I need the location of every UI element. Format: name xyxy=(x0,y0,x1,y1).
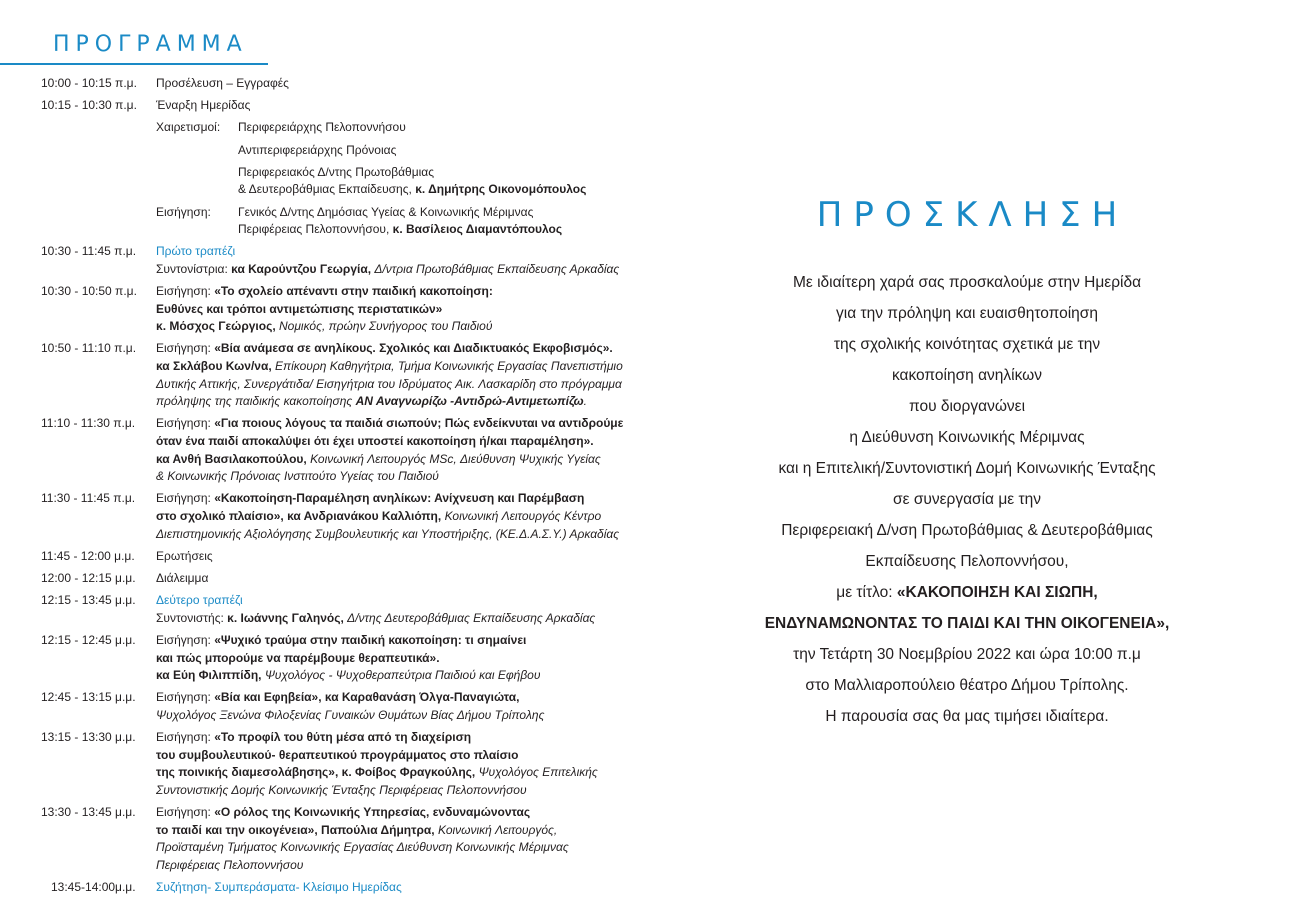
speaker-role: Νομικός, πρώην Συνήγορος του Παιδιού xyxy=(279,319,493,334)
event-title: ΕΝΔΥΝΑΜΩΝΟΝΤΑΣ ΤΟ ΠΑΙΔΙ ΚΑΙ ΤΗΝ ΟΙΚΟΓΕΝΕΙΑ», xyxy=(764,615,1170,632)
schedule-row xyxy=(41,75,641,93)
talk-title: «Ο ρόλος της Κοινωνικής Υπηρεσίας, ενδυναμώνοντας xyxy=(214,805,531,820)
speech-label: Εισήγηση: xyxy=(156,341,211,356)
event-title: «ΚΑΚΟΠΟΙΗΣΗ ΚΑΙ ΣΙΩΠΗ, xyxy=(896,584,1098,601)
speaker-role: Διεπιστημονικής Αξιολόγησης Συμβουλευτικής και Υποστήριξης, (ΚΕ.Δ.Α.Σ.Υ.) Αρκαδίας xyxy=(156,526,620,541)
speaker-role: Ψυχολόγος Επιτελικής xyxy=(478,765,598,780)
row-time: 13:45-14:00μ.μ. xyxy=(51,880,136,895)
invitation-line: Περιφερειακή Δ/νση Πρωτοβάθμιας & Δευτεροβάθμιας xyxy=(781,522,1153,539)
row-time: 10:15 - 10:30 π.μ. xyxy=(41,98,137,113)
row-text: Ερωτήσεις xyxy=(156,548,213,563)
moderator-name: κα Καρούντζου Γεωργία, xyxy=(231,261,372,276)
speech-speaker: κ. Βασίλειος Διαμαντόπουλος xyxy=(392,222,563,237)
speaker-role: Συντονιστικής Δομής Κοινωνικής Ένταξης Περιφέρειας Πελοποννήσου xyxy=(156,782,527,797)
moderator-role: Δ/ντρια Πρωτοβάθμιας Εκπαίδευσης Αρκαδίας xyxy=(374,261,620,276)
talk-title: και πώς μπορούμε να παρέμβουμε θεραπευτικά». xyxy=(156,650,440,665)
row-text: Προσέλευση – Εγγραφές xyxy=(156,76,289,90)
speech-label: Εισήγηση: xyxy=(156,690,211,705)
speaker-role: Ψυχολόγος - Ψυχοθεραπεύτρια Παιδιού και Εφήβου xyxy=(264,668,541,683)
schedule-row xyxy=(41,804,641,874)
greetings-row xyxy=(41,119,641,199)
moderator-role: Δ/ντης Δευτεροβάθμιας Εκπαίδευσης Αρκαδίας xyxy=(347,610,596,625)
speech-label: Εισήγηση: xyxy=(156,632,211,647)
talk-title: «Βία και Εφηβεία», κα Καραθανάση Όλγα-Παναγιώτα, xyxy=(214,690,520,705)
speaker-role: Κοινωνική Λειτουργός, xyxy=(437,822,558,837)
invitation xyxy=(722,195,1212,732)
invitation-line: και η Επιτελική/Συντονιστική Δομή Κοινωνικής Ένταξης xyxy=(778,460,1156,477)
speaker-name: κα Ανθή Βασιλακοπούλου, xyxy=(156,451,307,466)
talk-title: Ευθύνες και τρόποι αντιμετώπισης περιστατικών» xyxy=(156,301,443,316)
speech-label: Εισήγηση: xyxy=(156,491,211,506)
invitation-line: για την πρόληψη και ευαισθητοποίηση xyxy=(836,305,1098,322)
event-date: την Τετάρτη 30 Νοεμβρίου 2022 και ώρα 10:00 π.μ xyxy=(793,646,1141,663)
speaker-name: κ. Μόσχος Γεώργιος, xyxy=(156,319,276,334)
row-time: 12:15 - 13:45 μ.μ. xyxy=(41,593,136,608)
schedule-row xyxy=(41,283,641,336)
speaker-role: Προϊσταμένη Τμήματος Κοινωνικής Εργασίας Διεύθυνση Κοινωνικής Μέριμνας xyxy=(156,840,569,855)
programme-schedule xyxy=(41,75,641,901)
invitation-line: της σχολικής κοινότητας σχετικά με την xyxy=(833,336,1101,353)
speaker-role: Επίκουρη Καθηγήτρια, Τμήμα Κοινωνικής Εργασίας Πανεπιστήμιο xyxy=(275,359,623,374)
talk-title: «Το σχολείο απέναντι στην παιδική κακοποίηση: xyxy=(214,284,493,299)
session-title: Πρώτο τραπέζι xyxy=(156,244,236,259)
talk-title: «Για ποιους λόγους τα παιδιά σιωπούν; Πώς ενδείκνυται να αντιδρούμε xyxy=(214,416,624,431)
schedule-row: 10:50 - 11:10 π.μ. Εισήγηση: «Βία ανάμεσα σε ανηλίκους. Σχολικός και Διαδικτυακός Εκφοβισμός». κα Σκλάβου Κων/να, Επίκουρη Καθηγήτρια, Τμήμα Κοινωνικής Εργασίας Πανεπιστήμιο Δυτικής Αττικής, Συνεργάτιδα/ Εισηγήτρια του Ιδρύματος Αικ. Λασκαρίδη στο πρόγραμμα πρόληψης της παιδικής κακοποίησης ΑΝ Αναγνωρίζω -Αντιδρώ-Αντιμετωπίζω. xyxy=(41,340,641,410)
invitation-title: ΠΡΟΣΚΛΗΣΗ xyxy=(816,195,1129,235)
row-time: 13:30 - 13:45 μ.μ. xyxy=(41,805,136,820)
invitation-line: σε συνεργασία με την xyxy=(893,491,1041,508)
row-time: 10:30 - 10:50 π.μ. xyxy=(41,284,137,299)
row-time: 10:30 - 11:45 π.μ. xyxy=(41,244,137,259)
invitation-line: κακοποίηση ανηλίκων xyxy=(891,367,1043,384)
schedule-row xyxy=(41,490,641,543)
speaker-role: Κοινωνική Λειτουργός Κέντρο xyxy=(444,509,602,523)
programme-title-underline xyxy=(0,63,268,65)
invitation-line: Με ιδιαίτερη χαρά σας προσκαλούμε στην Ημερίδα xyxy=(792,274,1142,291)
session-title: Δεύτερο τραπέζι xyxy=(156,593,243,608)
row-text: Συζήτηση- Συμπεράσματα- Κλείσιμο Ημερίδας xyxy=(156,880,402,895)
row-time: 13:15 - 13:30 μ.μ. xyxy=(41,730,136,745)
greeting-line: Περιφερειακός Δ/ντης Πρωτοβάθμιας xyxy=(238,164,435,179)
schedule-row xyxy=(41,548,641,566)
row-text: Διάλειμμα xyxy=(156,570,209,585)
greetings-label: Χαιρετισμοί: xyxy=(156,120,221,135)
programme-title: ΠΡΟΓΡΑΜΜΑ xyxy=(53,32,248,57)
schedule-row xyxy=(41,729,641,799)
row-time: 11:30 - 11:45 π.μ. xyxy=(41,491,136,506)
speaker-name: κα Σκλάβου Κων/να, xyxy=(156,359,272,374)
event-venue: στο Μαλλιαροπούλειο θέατρο Δήμου Τρίπολης. xyxy=(805,677,1129,694)
greeting-line: & Δευτεροβάθμιας Εκπαίδευσης, xyxy=(238,182,412,197)
moderator-name: κ. Ιωάννης Γαληνός, xyxy=(227,610,344,625)
row-time: 12:15 - 12:45 μ.μ. xyxy=(41,632,136,647)
schedule-row xyxy=(41,879,641,897)
greeting-line: Αντιπεριφερειάρχης Πρόνοιας xyxy=(238,142,397,157)
speaker-name: κα Εύη Φιλιππίδη, xyxy=(156,668,262,683)
talk-title: «Το προφίλ του θύτη μέσα από τη διαχείριση xyxy=(214,730,472,745)
talk-title: «Κακοποίηση-Παραμέληση ανηλίκων: Ανίχνευση και Παρέμβαση xyxy=(214,491,585,506)
speaker-role: Κοινωνική Λειτουργός MSc, Διεύθυνση Ψυχικής Υγείας xyxy=(310,451,601,466)
schedule-row xyxy=(41,592,641,627)
invitation-line: που διοργανώνει xyxy=(908,398,1026,415)
talk-title: όταν ένα παιδί αποκαλύψει ότι έχει υποστεί κακοποίηση ή/και παραμέληση». xyxy=(156,434,594,449)
speaker-role: & Κοινωνικής Πρόνοιας Ινστιτούτο Υγείας του Παιδιού xyxy=(156,469,439,484)
schedule-row xyxy=(41,243,641,278)
greeting-speaker: κ. Δημήτρης Οικονομόπουλος xyxy=(415,182,587,197)
speech-line: Γενικός Δ/ντης Δημόσιας Υγείας & Κοινωνικής Μέριμνας xyxy=(238,204,534,219)
schedule-row xyxy=(41,632,641,685)
speech-label: Εισήγηση: xyxy=(156,204,211,219)
speech-label: Εισήγηση: xyxy=(156,730,211,745)
moderator-label: Συντονιστής: xyxy=(156,610,224,625)
talk-title: το παιδί και την οικογένεια», Παπούλια Δήμητρα, xyxy=(156,822,435,837)
row-time: 10:50 - 11:10 π.μ. xyxy=(41,341,137,356)
speaker-role: Περιφέρειας Πελοποννήσου xyxy=(156,857,304,872)
row-text: Έναρξη Ημερίδας xyxy=(156,98,251,113)
speech-row xyxy=(41,204,641,239)
schedule-row xyxy=(41,97,641,115)
row-time: 11:10 - 11:30 π.μ. xyxy=(41,416,136,431)
speaker-role: Δυτικής Αττικής, Συνεργάτιδα/ Εισηγήτρια του Ιδρύματος Αικ. Λασκαρίδη στο πρόγραμμα xyxy=(156,376,622,391)
row-time: 12:45 - 13:15 μ.μ. xyxy=(41,690,136,705)
row-time: 12:00 - 12:15 μ.μ. xyxy=(41,570,136,585)
talk-title: «Βία ανάμεσα σε ανηλίκους. Σχολικός και Διαδικτυακός Εκφοβισμός». xyxy=(214,341,613,356)
talk-title: της ποινικής διαμεσολάβησης», κ. Φοίβος Φραγκούλης, xyxy=(156,765,476,780)
speech-label: Εισήγηση: xyxy=(156,284,211,299)
row-time: 11:45 - 12:00 μ.μ. xyxy=(41,548,135,563)
speech-line: Περιφέρειας Πελοποννήσου, xyxy=(238,222,390,237)
greeting-line: Περιφερειάρχης Πελοποννήσου xyxy=(238,120,406,135)
talk-title: του συμβουλευτικού- θεραπευτικού προγράμματος στο πλαίσιο xyxy=(156,747,519,762)
moderator-label: Συντονίστρια: xyxy=(156,261,228,276)
programme-name: ΑΝ Αναγνωρίζω -Αντιδρώ-Αντιμετωπίζω xyxy=(355,394,584,409)
schedule-row xyxy=(41,570,641,588)
speaker-role: πρόληψης της παιδικής κακοποίησης xyxy=(156,394,353,409)
schedule-row xyxy=(41,689,641,724)
title-prefix: με τίτλο: xyxy=(836,584,893,601)
talk-title: στο σχολικό πλαίσιο», κα Ανδριανάκου Καλλιόπη, xyxy=(156,509,442,523)
speech-label: Εισήγηση: xyxy=(156,805,211,820)
invitation-line: Εκπαίδευσης Πελοποννήσου, xyxy=(865,553,1069,570)
speaker-role: Ψυχολόγος Ξενώνα Φιλοξενίας Γυναικών Θυμάτων Βίας Δήμου Τρίπολης xyxy=(156,707,545,722)
row-time: 10:00 - 10:15 π.μ. xyxy=(41,76,137,90)
invitation-line: η Διεύθυνση Κοινωνικής Μέριμνας xyxy=(849,429,1085,446)
speech-label: Εισήγηση: xyxy=(156,416,211,431)
schedule-row xyxy=(41,415,641,485)
talk-title: «Ψυχικό τραύμα στην παιδική κακοποίηση: τι σημαίνει xyxy=(214,632,527,647)
closing-line: Η παρουσία σας θα μας τιμήσει ιδιαίτερα. xyxy=(825,708,1109,725)
